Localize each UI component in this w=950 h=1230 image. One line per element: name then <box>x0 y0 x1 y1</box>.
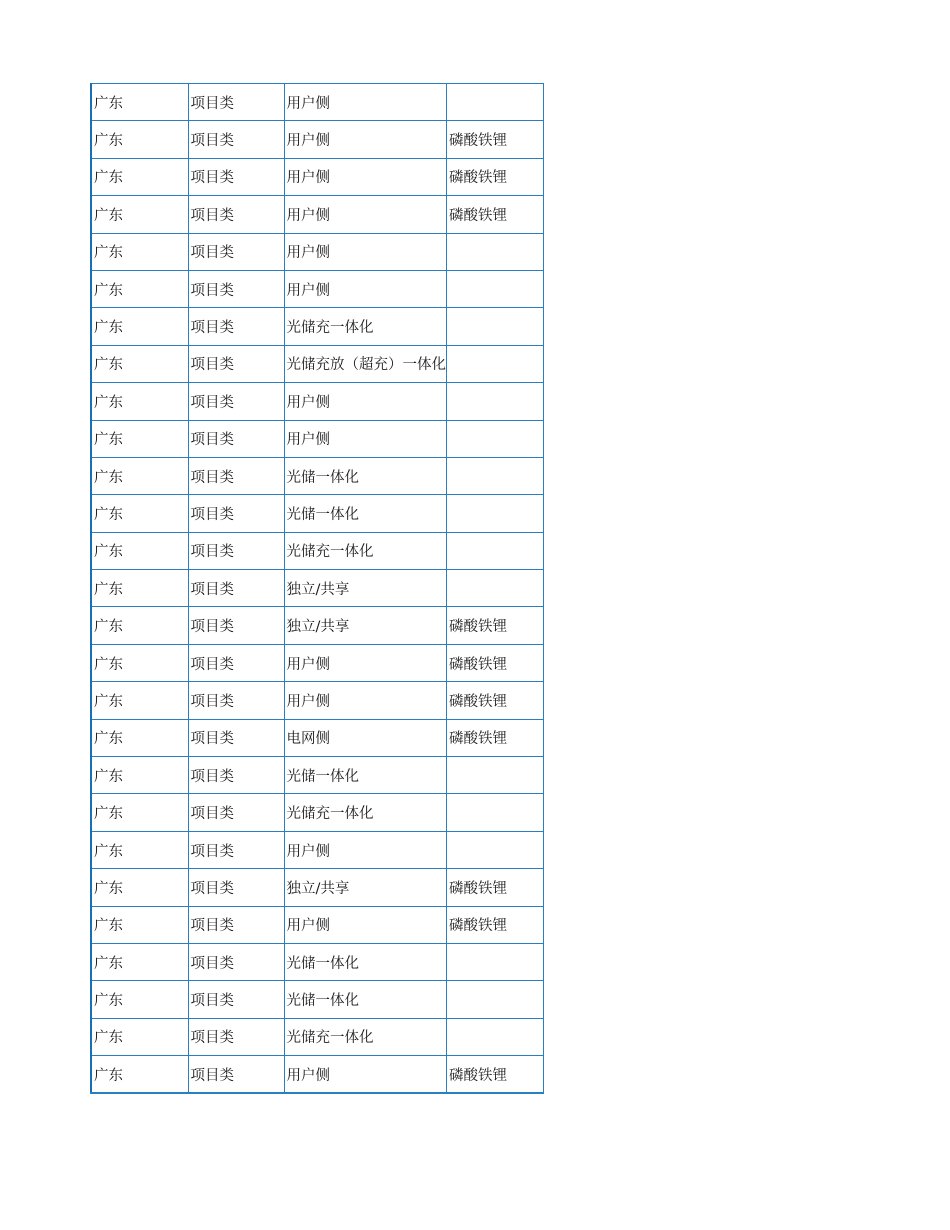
battery-cell[interactable] <box>447 457 544 494</box>
table-row <box>91 121 544 158</box>
category-cell[interactable]: 项目类 <box>188 1018 284 1055</box>
region-cell[interactable]: 广东 <box>91 1018 188 1055</box>
battery-cell[interactable]: 磷酸铁锂 <box>447 196 544 233</box>
category-cell[interactable]: 项目类 <box>188 270 284 307</box>
table-row <box>91 869 544 906</box>
type-cell[interactable]: 电网侧 <box>284 719 447 756</box>
category-cell[interactable]: 项目类 <box>188 682 284 719</box>
type-cell[interactable]: 用户侧 <box>284 196 447 233</box>
category-cell[interactable]: 项目类 <box>188 1056 284 1093</box>
region-cell[interactable]: 广东 <box>91 345 188 382</box>
table-row <box>91 383 544 420</box>
category-cell[interactable]: 项目类 <box>188 757 284 794</box>
table-row <box>91 757 544 794</box>
region-cell[interactable]: 广东 <box>91 719 188 756</box>
type-cell[interactable]: 光储充一体化 <box>284 1018 447 1055</box>
battery-cell[interactable] <box>447 308 544 345</box>
battery-cell[interactable]: 磷酸铁锂 <box>447 121 544 158</box>
table-body <box>91 84 544 1094</box>
battery-cell[interactable]: 磷酸铁锂 <box>447 719 544 756</box>
region-cell[interactable]: 广东 <box>91 383 188 420</box>
battery-cell[interactable] <box>447 943 544 980</box>
battery-cell[interactable] <box>447 84 544 121</box>
category-cell[interactable]: 项目类 <box>188 943 284 980</box>
category-cell[interactable]: 项目类 <box>188 196 284 233</box>
battery-cell[interactable] <box>447 270 544 307</box>
battery-cell[interactable] <box>447 383 544 420</box>
region-cell[interactable]: 广东 <box>91 532 188 569</box>
region-cell[interactable]: 广东 <box>91 270 188 307</box>
category-cell[interactable]: 项目类 <box>188 158 284 195</box>
table-row <box>91 270 544 307</box>
table-row <box>91 607 544 644</box>
category-cell[interactable]: 项目类 <box>188 233 284 270</box>
type-cell[interactable]: 光储充一体化 <box>284 794 447 831</box>
type-cell[interactable]: 光储充一体化 <box>284 308 447 345</box>
region-cell[interactable]: 广东 <box>91 869 188 906</box>
region-cell[interactable]: 广东 <box>91 757 188 794</box>
table-row <box>91 158 544 195</box>
battery-cell[interactable]: 磷酸铁锂 <box>447 158 544 195</box>
type-cell[interactable]: 用户侧 <box>284 831 447 868</box>
category-cell[interactable]: 项目类 <box>188 570 284 607</box>
category-cell[interactable]: 项目类 <box>188 457 284 494</box>
battery-cell[interactable]: 磷酸铁锂 <box>447 682 544 719</box>
table-row <box>91 906 544 943</box>
type-cell[interactable]: 光储一体化 <box>284 495 447 532</box>
battery-cell[interactable] <box>447 570 544 607</box>
category-cell[interactable]: 项目类 <box>188 981 284 1018</box>
category-cell[interactable]: 项目类 <box>188 532 284 569</box>
table-row <box>91 532 544 569</box>
category-cell[interactable]: 项目类 <box>188 607 284 644</box>
category-cell[interactable]: 项目类 <box>188 906 284 943</box>
battery-cell[interactable] <box>447 757 544 794</box>
table-row <box>91 457 544 494</box>
table-row <box>91 233 544 270</box>
table-row <box>91 1018 544 1055</box>
battery-cell[interactable] <box>447 420 544 457</box>
battery-cell[interactable]: 磷酸铁锂 <box>447 644 544 681</box>
type-cell[interactable]: 用户侧 <box>284 121 447 158</box>
type-cell[interactable]: 用户侧 <box>284 906 447 943</box>
table-row <box>91 719 544 756</box>
type-cell[interactable]: 光储一体化 <box>284 457 447 494</box>
region-cell[interactable]: 广东 <box>91 457 188 494</box>
battery-cell[interactable] <box>447 981 544 1018</box>
battery-cell[interactable] <box>447 794 544 831</box>
category-cell[interactable]: 项目类 <box>188 121 284 158</box>
battery-cell[interactable]: 磷酸铁锂 <box>447 869 544 906</box>
table-row <box>91 682 544 719</box>
table-row <box>91 943 544 980</box>
table-row <box>91 495 544 532</box>
category-cell[interactable]: 项目类 <box>188 644 284 681</box>
table-row <box>91 84 544 121</box>
battery-cell[interactable]: 磷酸铁锂 <box>447 607 544 644</box>
battery-cell[interactable] <box>447 495 544 532</box>
category-cell[interactable]: 项目类 <box>188 869 284 906</box>
battery-cell[interactable] <box>447 1018 544 1055</box>
category-cell[interactable]: 项目类 <box>188 84 284 121</box>
table-row <box>91 831 544 868</box>
type-cell[interactable]: 用户侧 <box>284 270 447 307</box>
region-cell[interactable]: 广东 <box>91 84 188 121</box>
category-cell[interactable]: 项目类 <box>188 495 284 532</box>
region-cell[interactable]: 广东 <box>91 196 188 233</box>
region-cell[interactable]: 广东 <box>91 981 188 1018</box>
battery-cell[interactable] <box>447 831 544 868</box>
battery-cell[interactable]: 磷酸铁锂 <box>447 906 544 943</box>
type-cell[interactable]: 用户侧 <box>284 420 447 457</box>
type-cell[interactable]: 光储充放（超充）一体化 <box>284 345 447 382</box>
type-cell[interactable]: 光储一体化 <box>284 981 447 1018</box>
battery-cell[interactable] <box>447 345 544 382</box>
region-cell[interactable]: 广东 <box>91 233 188 270</box>
region-cell[interactable]: 广东 <box>91 121 188 158</box>
table-row <box>91 420 544 457</box>
region-cell[interactable]: 广东 <box>91 1056 188 1093</box>
type-cell[interactable]: 独立/共享 <box>284 869 447 906</box>
type-cell[interactable]: 光储一体化 <box>284 757 447 794</box>
region-cell[interactable]: 广东 <box>91 570 188 607</box>
battery-cell[interactable] <box>447 233 544 270</box>
region-cell[interactable]: 广东 <box>91 906 188 943</box>
type-cell[interactable]: 用户侧 <box>284 682 447 719</box>
type-cell[interactable]: 用户侧 <box>284 644 447 681</box>
category-cell[interactable]: 项目类 <box>188 831 284 868</box>
region-cell[interactable]: 广东 <box>91 943 188 980</box>
table-row <box>91 981 544 1018</box>
category-cell[interactable]: 项目类 <box>188 794 284 831</box>
spreadsheet-table <box>90 83 544 1094</box>
battery-cell[interactable]: 磷酸铁锂 <box>447 1056 544 1093</box>
table-row <box>91 794 544 831</box>
type-cell[interactable]: 用户侧 <box>284 1056 447 1093</box>
type-cell[interactable]: 独立/共享 <box>284 570 447 607</box>
region-cell[interactable]: 广东 <box>91 682 188 719</box>
region-cell[interactable]: 广东 <box>91 644 188 681</box>
type-cell[interactable]: 用户侧 <box>284 383 447 420</box>
type-cell[interactable]: 光储一体化 <box>284 943 447 980</box>
type-cell[interactable]: 用户侧 <box>284 233 447 270</box>
region-cell[interactable]: 广东 <box>91 831 188 868</box>
table-row <box>91 345 544 382</box>
table-row <box>91 196 544 233</box>
category-cell[interactable]: 项目类 <box>188 345 284 382</box>
table-row <box>91 308 544 345</box>
battery-cell[interactable] <box>447 532 544 569</box>
type-cell[interactable]: 用户侧 <box>284 158 447 195</box>
region-cell[interactable]: 广东 <box>91 158 188 195</box>
category-cell[interactable]: 项目类 <box>188 308 284 345</box>
type-cell[interactable]: 用户侧 <box>284 84 447 121</box>
type-cell[interactable]: 光储充一体化 <box>284 532 447 569</box>
region-cell[interactable]: 广东 <box>91 308 188 345</box>
region-cell[interactable]: 广东 <box>91 495 188 532</box>
category-cell[interactable]: 项目类 <box>188 420 284 457</box>
table-row <box>91 644 544 681</box>
region-cell[interactable]: 广东 <box>91 420 188 457</box>
region-cell[interactable]: 广东 <box>91 794 188 831</box>
region-cell[interactable]: 广东 <box>91 607 188 644</box>
table-row <box>91 1056 544 1093</box>
type-cell[interactable]: 独立/共享 <box>284 607 447 644</box>
table-row <box>91 570 544 607</box>
category-cell[interactable]: 项目类 <box>188 383 284 420</box>
category-cell[interactable]: 项目类 <box>188 719 284 756</box>
